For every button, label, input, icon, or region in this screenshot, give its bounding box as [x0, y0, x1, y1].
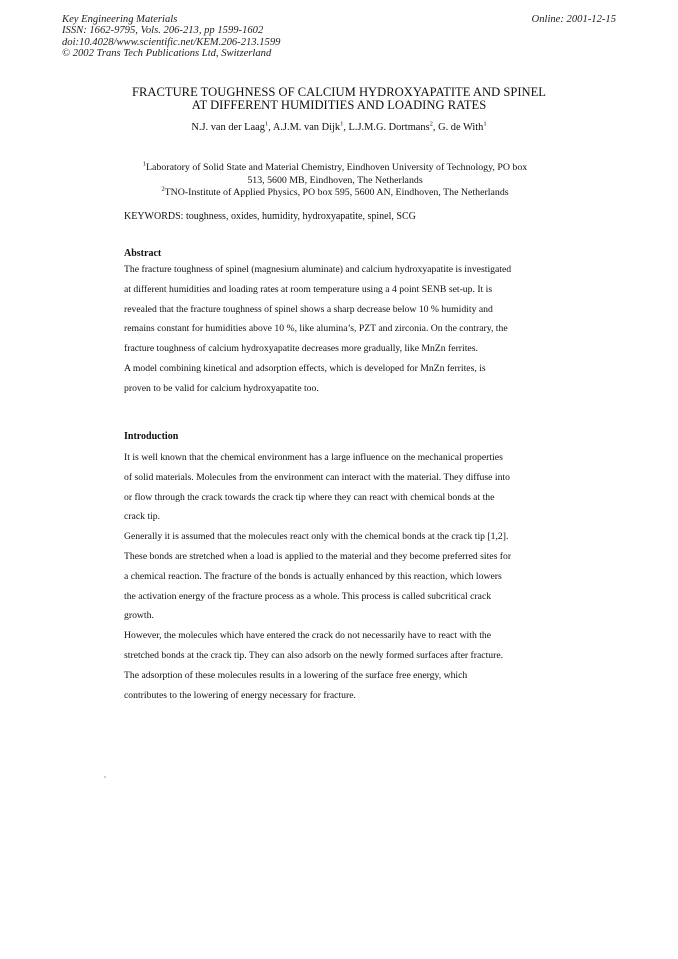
affiliations: [120, 162, 550, 200]
introduction-line: The adsorption of these molecules results in a lowering of the surface free energy, which: [124, 669, 468, 681]
keywords-line: KEYWORDS: toughness, oxides, humidity, hydroxyapatite, spinel, SCG: [124, 211, 416, 222]
abstract-line: The fracture toughness of spinel (magnesium aluminate) and calcium hydroxyapatite is investigated: [124, 264, 512, 275]
introduction-line: stretched bonds at the crack tip. They can also adsorb on the newly formed surfaces after fracture.: [124, 649, 504, 661]
title-line-1: FRACTURE TOUGHNESS OF CALCIUM HYDROXYAPATITE AND SPINEL: [131, 85, 546, 99]
abstract-line: proven to be valid for calcium hydroxyapatite too.: [124, 382, 319, 394]
abstract-line: fracture toughness of calcium hydroxyapatite decreases more gradually, like MnZn ferrites.: [124, 343, 478, 355]
journal-name: Key Engineering Materials: [62, 14, 178, 25]
introduction-line: contributes to the lowering of energy necessary for fracture.: [124, 689, 356, 701]
introduction-line: or flow through the crack towards the crack tip where they can react with chemical bonds at the: [124, 491, 495, 503]
introduction-section: [124, 431, 564, 705]
author-list: [0, 121, 678, 134]
abstract-line: A model combining kinetical and adsorption effects, which is developed for MnZn ferrites, is: [124, 362, 486, 374]
online-date: Online: 2001-12-15: [531, 14, 616, 25]
introduction-line: Generally it is assumed that the molecules react only with the chemical bonds at the crack tip [1,2].: [124, 531, 509, 543]
introduction-line: the activation energy of the fracture process as a whole. This process is called subcritical crack: [124, 590, 492, 602]
introduction-line: of solid materials. Molecules from the environment can interact with the material. They diffuse into: [124, 471, 510, 483]
introduction-heading: Introduction: [124, 431, 179, 442]
introduction-line: crack tip.: [124, 511, 161, 523]
affiliation-1-line-1: $^1$Laboratory of Solid State and Material Chemistry, Eindhoven University of Technology, PO box: [142, 160, 528, 173]
abstract-heading: Abstract: [124, 248, 162, 259]
abstract-line: revealed that the fracture toughness of spinel shows a sharp decrease below 10 % humidity and: [124, 303, 493, 315]
abstract-line: remains constant for humidities above 10 %, like alumina’s, PZT and zirconia. On the contrary, the: [124, 323, 508, 335]
introduction-line: growth.: [124, 610, 154, 622]
scan-artifact-dot: [104, 776, 106, 778]
introduction-line: However, the molecules which have entered the crack do not necessarily have to react with the: [124, 630, 492, 642]
title-line-2: AT DIFFERENT HUMIDITIES AND LOADING RATES: [191, 98, 487, 113]
author-2: A.J.M. van Dijk$^1$,: [272, 120, 349, 133]
paper-title: [0, 86, 678, 113]
author-3: L.J.M.G. Dortmans$^2$,: [348, 120, 439, 133]
affiliation-1-line-2: 513, 5600 MB, Eindhoven, The Netherlands: [247, 174, 423, 186]
introduction-line: It is well known that the chemical environment has a large influence on the mechanical properties: [124, 452, 503, 463]
introduction-line: a chemical reaction. The fracture of the bonds is actually enhanced by this reaction, which lowers: [124, 570, 502, 582]
introduction-line: These bonds are stretched when a load is applied to the material and they become preferred sites for: [124, 550, 512, 562]
copyright-line: © 2002 Trans Tech Publications Ltd, Switzerland: [62, 48, 272, 60]
doi-line: doi:10.4028/www.scientific.net/KEM.206-213.1599: [62, 36, 281, 48]
journal-header: [62, 14, 280, 60]
issn-line: ISSN: 1662-9795, Vols. 206-213, pp 1599-1602: [62, 25, 264, 37]
affiliation-2-line-1: $^2$TNO-Institute of Applied Physics, PO box 595, 5600 AN, Eindhoven, The Netherlands: [161, 185, 509, 199]
abstract-section: [124, 248, 564, 399]
author-4: G. de With$^1$: [438, 120, 487, 133]
author-1: N.J. van der Laag$^1$,: [191, 120, 273, 133]
abstract-line: at different humidities and loading rates at room temperature using a 4 point SENB set-up. It is: [124, 283, 493, 295]
